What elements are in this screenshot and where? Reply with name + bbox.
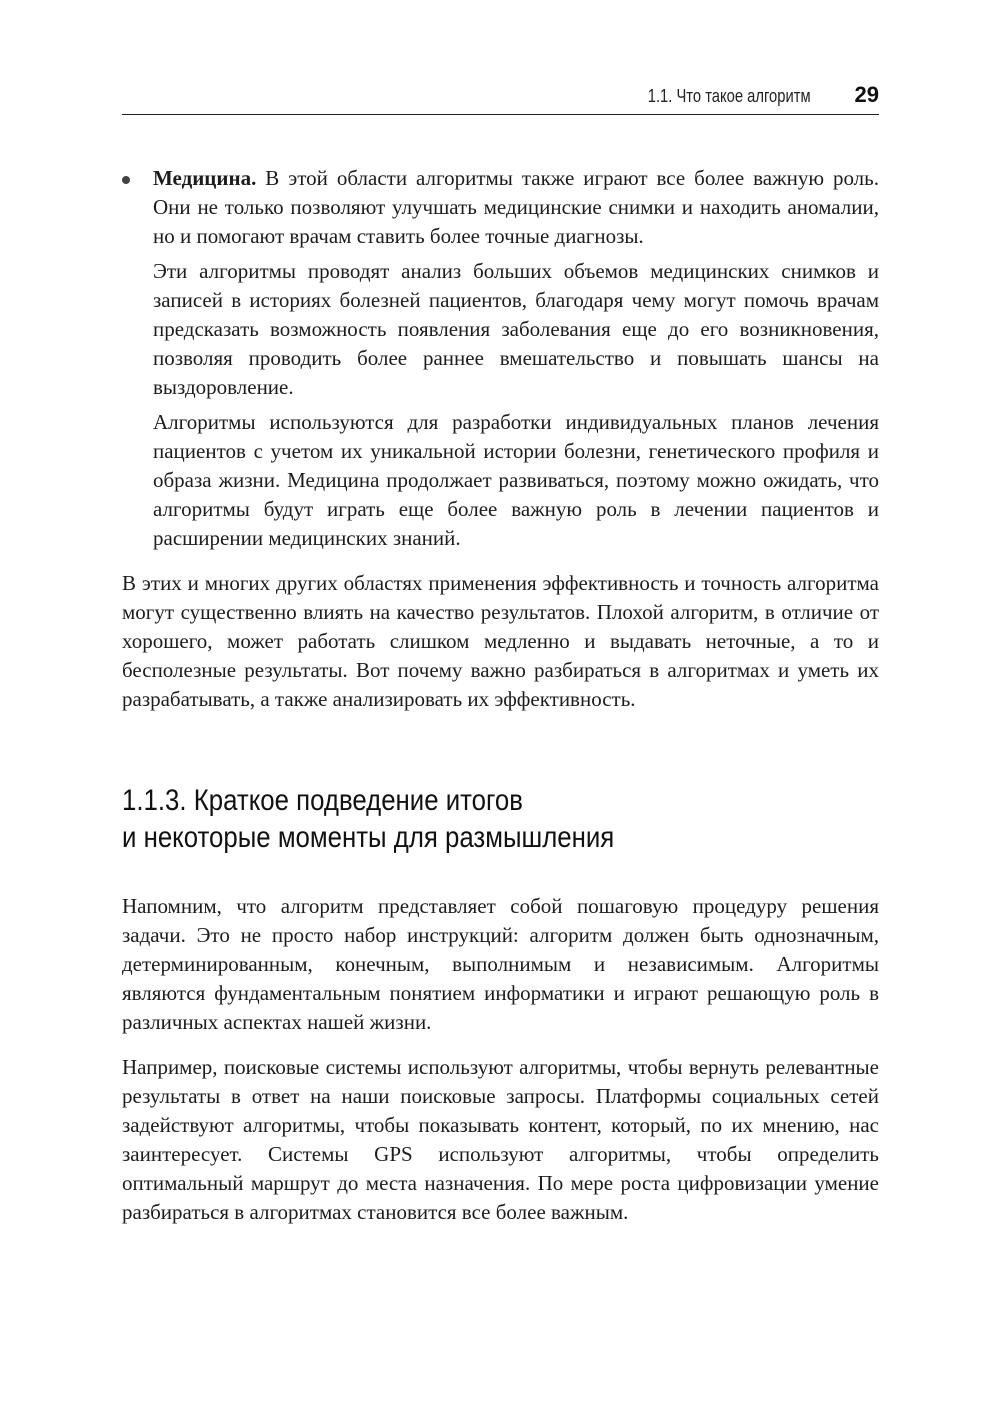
bullet-paragraph-1 bbox=[153, 164, 879, 251]
section-heading-line-2: и некоторые моменты для размышления bbox=[122, 821, 615, 854]
page-content bbox=[122, 164, 879, 1227]
running-title: 1.1. Что такое алгоритм bbox=[648, 86, 811, 106]
bullet-paragraph-2: Эти алгоритмы проводят анализ больших объемов медицинских снимков и записей в историях болезней пациентов, благодаря чему могут помочь врачам предсказать возможность появления заболевания еще до его возникновения, позволяя проводить более раннее вмешательство и повышать шансы на выздоровление. bbox=[153, 259, 879, 399]
bullet-dot-icon bbox=[122, 176, 130, 184]
page-header bbox=[122, 82, 879, 115]
section-heading bbox=[122, 782, 879, 856]
section-heading-line-1: 1.1.3. Краткое подведение итогов bbox=[122, 784, 523, 817]
section-paragraph-2: Например, поисковые системы используют алгоритмы, чтобы вернуть релевантные результаты в ответ на наши поисковые запросы. Платформы социальных сетей задействуют алгоритмы, чтобы показывать контент, который, по их мнению, нас заинтересует. Системы GPS используют алгоритмы, чтобы определить оптимальный маршрут до места назначения. По мере роста цифровизации умение разбираться в алгоритмах становится все более важным. bbox=[122, 1055, 879, 1224]
section-paragraph-1: Напомним, что алгоритм представляет собой пошаговую процедуру решения задачи. Это не просто набор инструкций: алгоритм должен быть однозначным, детерминированным, конечным, выполнимым и независимым. Алгоритмы являются фундаментальным понятием информатики и играют решающую роль в различных аспектах нашей жизни. bbox=[122, 894, 879, 1034]
bullet-paragraph-3: Алгоритмы используются для разработки индивидуальных планов лечения пациентов с учетом их уникальной истории болезни, генетического профиля и образа жизни. Медицина продолжает развиваться, поэтому можно ожидать, что алгоритмы будут играть еще более важную роль в лечении пациентов и расширении медицинских знаний. bbox=[153, 410, 879, 550]
body-paragraph: В этих и многих других областях применения эффективность и точность алгоритма могут существенно влиять на качество результатов. Плохой алгоритм, в отличие от хорошего, может работать слишком медленно и выдавать неточные, а то и бесполезные результаты. Вот почему важно разбираться в алгоритмах и уметь их разрабатывать, а также анализировать их эффективность. bbox=[122, 571, 879, 711]
page-number: 29 bbox=[854, 82, 879, 107]
bullet-lead: Медицина. bbox=[153, 166, 257, 190]
bullet-item-medicine bbox=[122, 164, 879, 553]
bullet-text: В этой области алгоритмы также играют все более важную роль. Они не только позволяют улучшать медицинские снимки и находить аномалии, но и помогают врачам ставить более точные диагнозы. bbox=[153, 166, 879, 248]
